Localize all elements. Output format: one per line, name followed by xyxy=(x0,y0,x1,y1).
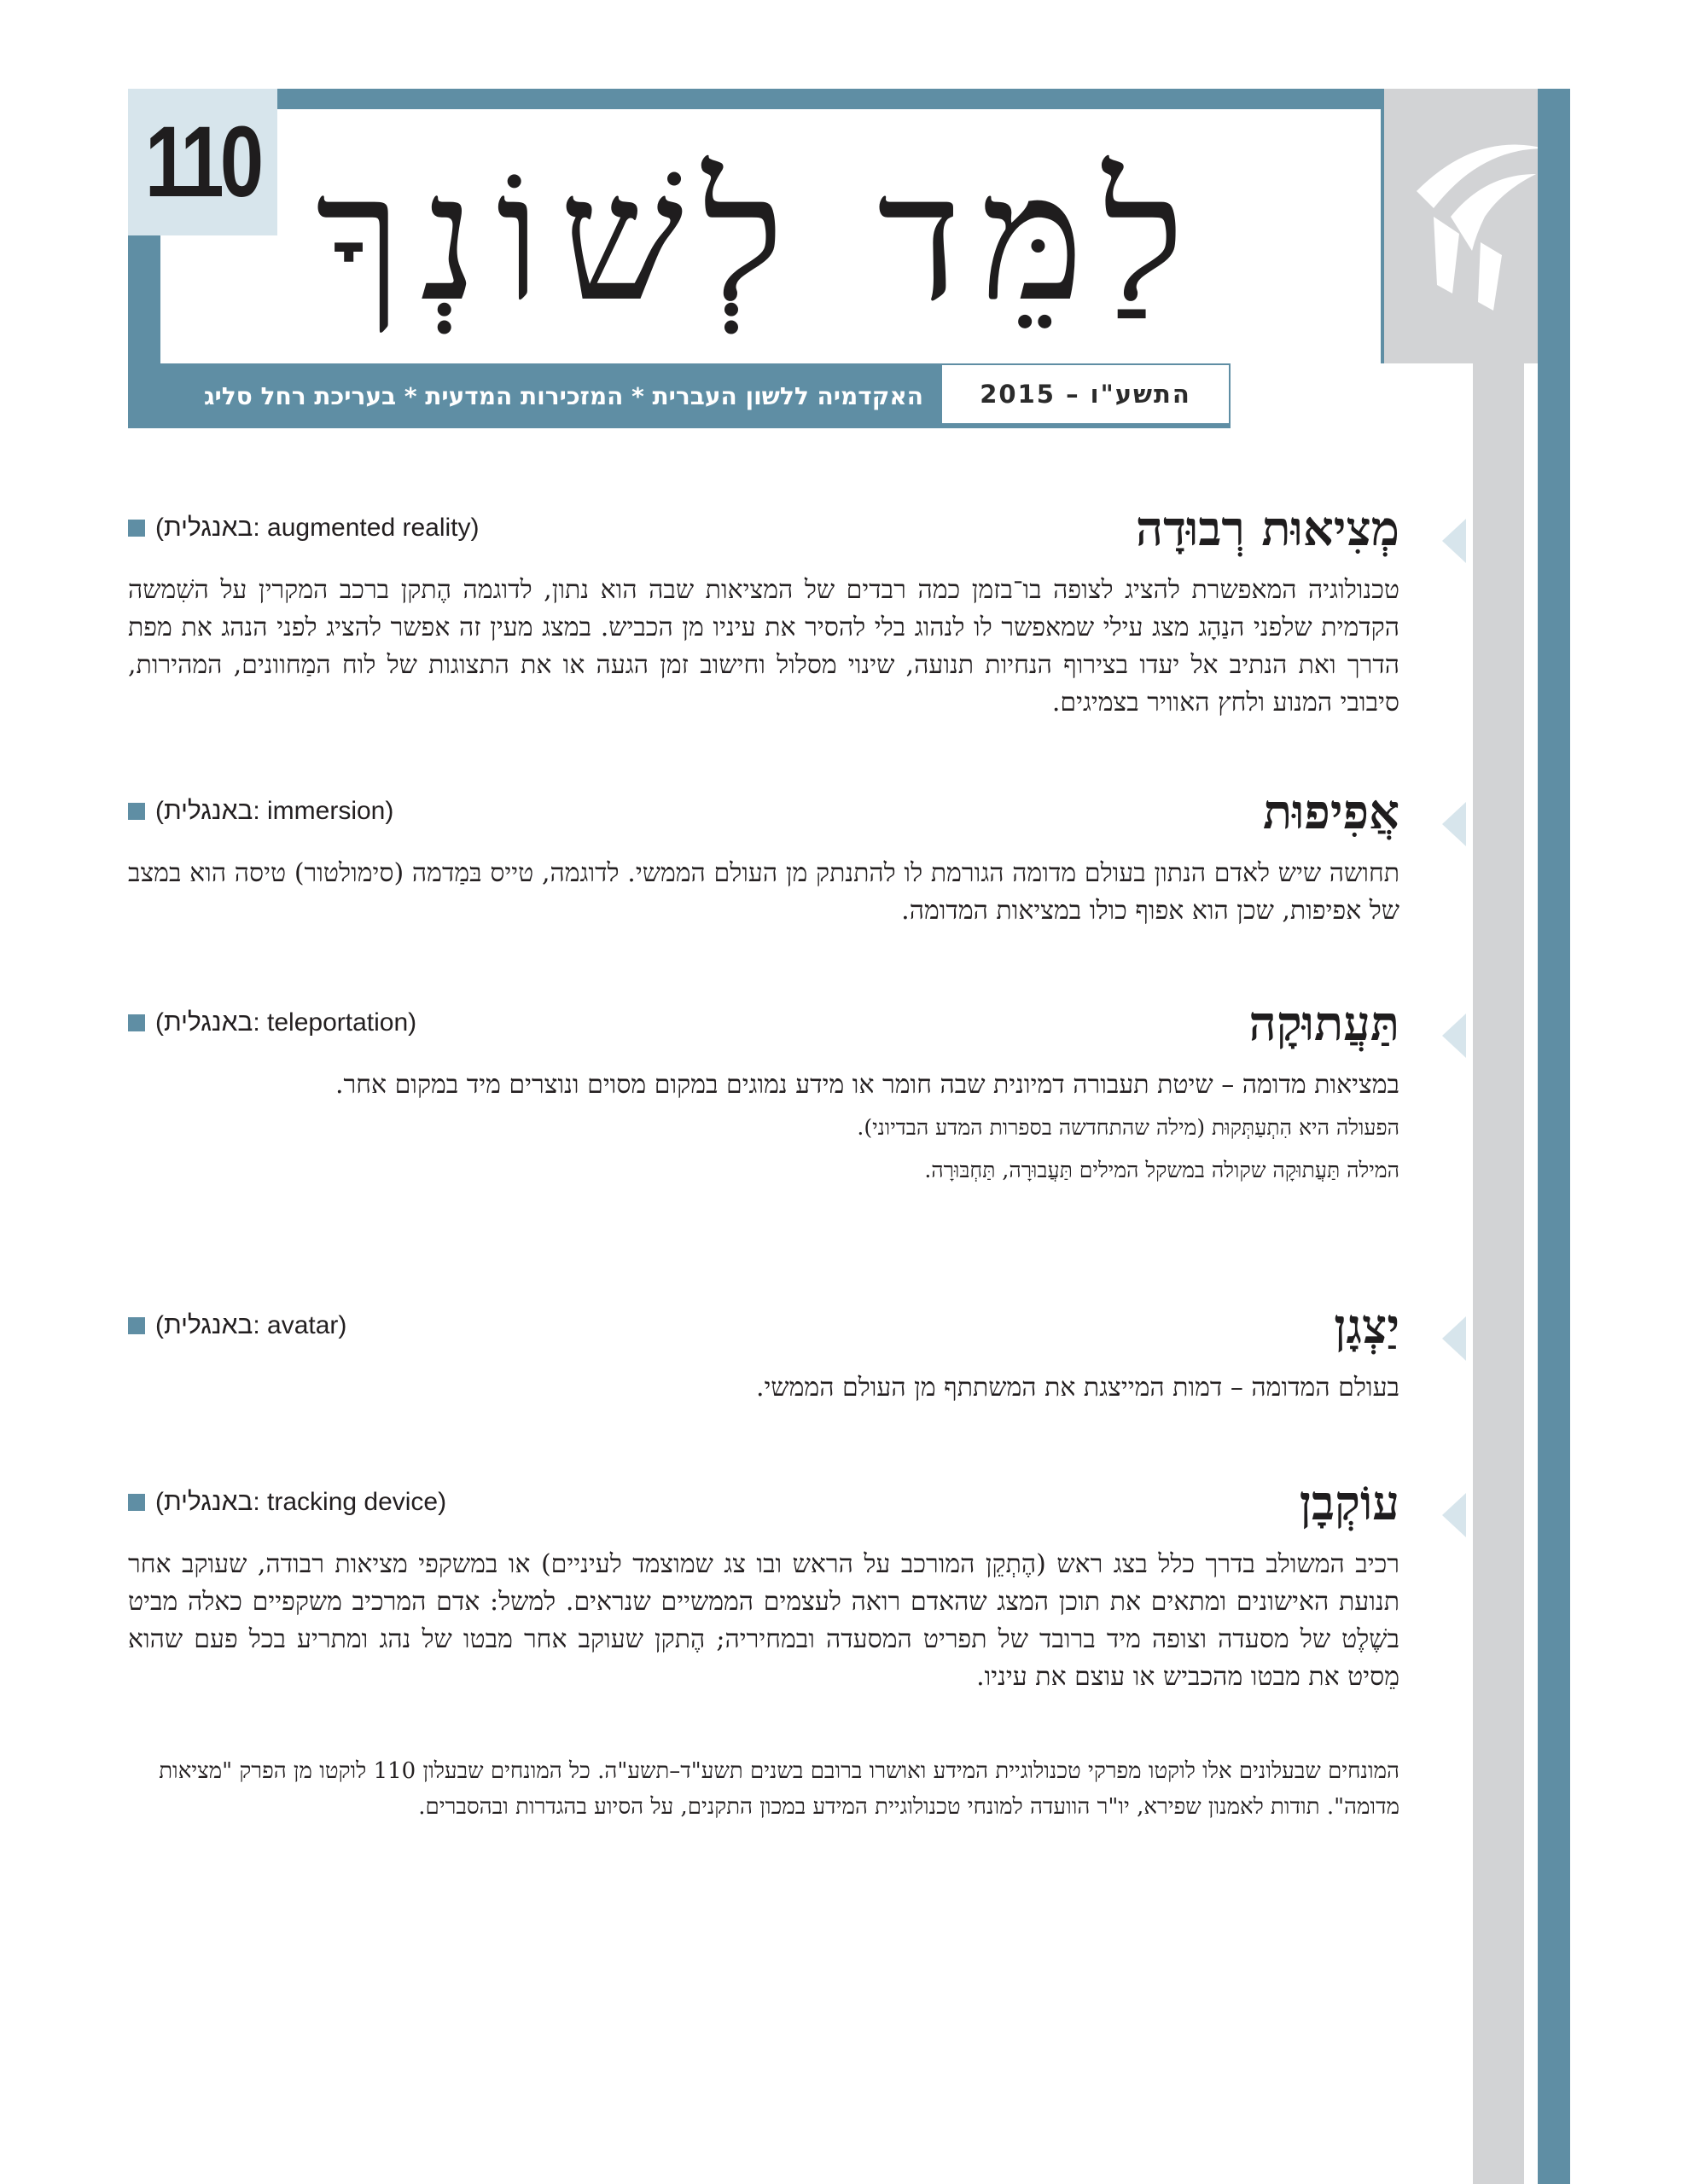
masthead-title: לַמֵּד לְשׁוֹנְךָ xyxy=(315,136,1204,340)
publisher-strip xyxy=(128,363,1231,428)
square-bullet-icon xyxy=(128,520,145,537)
square-bullet-icon xyxy=(128,803,145,820)
year-label: התשע"ו – 2015 xyxy=(940,363,1231,425)
entry-avatar xyxy=(128,1292,1399,1407)
entry-english xyxy=(128,1311,346,1340)
entry-english xyxy=(128,514,480,543)
entry-definition: בעולם המדומה – דמות המייצגת את המשתתף מן העולם הממשי. xyxy=(755,1373,1399,1403)
pointer-icon xyxy=(1442,1316,1466,1361)
square-bullet-icon xyxy=(128,1317,145,1334)
pointer-icon xyxy=(1442,1014,1466,1058)
pointer-icon xyxy=(1442,1493,1466,1537)
entry-note: המילה תַּעֲתוּקָה שקולה במשקל המילים תַּעֲבוּרָה, תַּחְבּוּרָה. xyxy=(924,1158,1399,1182)
entry-english-text: (immersion :באנגלית) xyxy=(155,797,394,825)
entry-english xyxy=(128,797,393,826)
entry-teleportation xyxy=(128,990,1399,1186)
entry-term: יַצְגָן xyxy=(1334,1298,1399,1355)
side-bar-blue xyxy=(1538,89,1570,2184)
academy-logo-icon xyxy=(1399,114,1553,328)
entry-definition: תחושה שיש לאדם הנתון בעולם מדומה הגורמת לו להתנתק מן העולם הממשי. לדוגמה, טייס בּמַדמה (סימולטור) טיסה הוא במצב של אפיפות, שכן הוא אפוף כולו במציאות המדומה. xyxy=(128,858,1399,926)
square-bullet-icon xyxy=(128,1014,145,1031)
header-right-line xyxy=(1381,89,1384,363)
issue-number-box xyxy=(128,89,277,235)
header-top-bar xyxy=(128,89,1382,109)
entry-english xyxy=(128,1008,416,1037)
side-bar-gray xyxy=(1473,89,1524,2184)
masthead xyxy=(315,128,1204,350)
entry-term: עוֹקְבָן xyxy=(1299,1475,1399,1531)
entry-english-text: (teleportation :באנגלית) xyxy=(155,1008,417,1037)
entry-note: הפעולה היא הִתְעַתְּקוּת (מילה שהתחדשה בספרות המדע הבדיוני). xyxy=(857,1115,1399,1140)
entry-english xyxy=(128,1488,446,1517)
entry-term: אֲפִיפוּת xyxy=(1262,784,1399,840)
publisher-label: האקדמיה ללשון העברית * המזכירות המדעית * בעריכת רחל סליג xyxy=(204,381,923,410)
entry-english-text: (tracking device :באנגלית) xyxy=(155,1488,447,1516)
pointer-icon xyxy=(1442,519,1466,563)
pointer-icon xyxy=(1442,802,1466,846)
entry-english-text: (avatar :באנגלית) xyxy=(155,1311,347,1339)
academy-logo xyxy=(1382,89,1570,363)
issue-number: 110 xyxy=(145,106,260,218)
entry-definition: רכיב המשולב בדרך כלל בצג ראש (הֶתְקֵן המורכב על הראש ובו צג שמוצמד לעיניים) או במשקפי מציאות רבודה, שעוקב אחר תנועת האישונים ומתאים את תוכן המצג שהאדם רואה לעצמים הממשיים שנראים. למשל: אדם המרכיב משקפיים כאלה מביט בשֶׁלֶט של מסעדה וצופה מיד ברובד של תפריט המסעדה ובמחיריה; הֶתקן שעוקב אחר מבטו של נהג ומתריע בכל פעם שהוא מֵסיט את מבטו מהכביש או עוצם את עיניו. xyxy=(128,1549,1399,1692)
square-bullet-icon xyxy=(128,1494,145,1511)
entry-definition: במציאות מדומה – שיטת תעבורה דמיונית שבה חומר או מידע נמוגים במקום מסוים ונוצרים מיד במקום אחר. xyxy=(335,1070,1399,1100)
entry-term: מְצִיאוּת רְבוּדָה xyxy=(1135,501,1399,557)
logo-edge xyxy=(1538,89,1570,363)
entry-augmented-reality xyxy=(128,495,1399,722)
entry-english-text: (augmented reality :באנגלית) xyxy=(155,514,480,542)
entry-tracking-device xyxy=(128,1469,1399,1696)
footer-note: המונחים שבעלונים אלו לוקטו מפרקי טכנולוגיית המידע ואושרו ברובם בשנים תשע"ד–תשע"ה. כל המונחים שבעלון 110 לוקטו מן הפרק "מציאות מדומה". תודות לאמנון שפירא, יו"ר הוועדה למונחי טכנולוגיית המידע במכון התקנים, על הסיוע בהגדרות ובהסברים. xyxy=(159,1758,1399,1820)
entry-definition: טכנולוגיה המאפשרת להציג לצופה בו־בזמן כמה רבדים של המציאות שבה הוא נתון, לדוגמה הֶתקן ברכב המקרין על השִׁמשה הקדמית שלפני הנַהָג מצג עילי שמאפשר לו לנהוג בלי להסיר את עיניו מן הכביש. במצג מעין זה אפשר להציג לפני הנהג את מפת הדרך ואת הנתיב אל יעדו בצירוף הנחיות תנועה, שינוי מסלול וחישוב זמן הגעה או את התצוגות של לוח המַחוונים, המהירות, סיבובי המנוע ולחץ האוויר בצמיגים. xyxy=(128,575,1399,717)
entry-term: תַּעֲתוּקָה xyxy=(1248,996,1399,1052)
entry-immersion xyxy=(128,778,1399,930)
